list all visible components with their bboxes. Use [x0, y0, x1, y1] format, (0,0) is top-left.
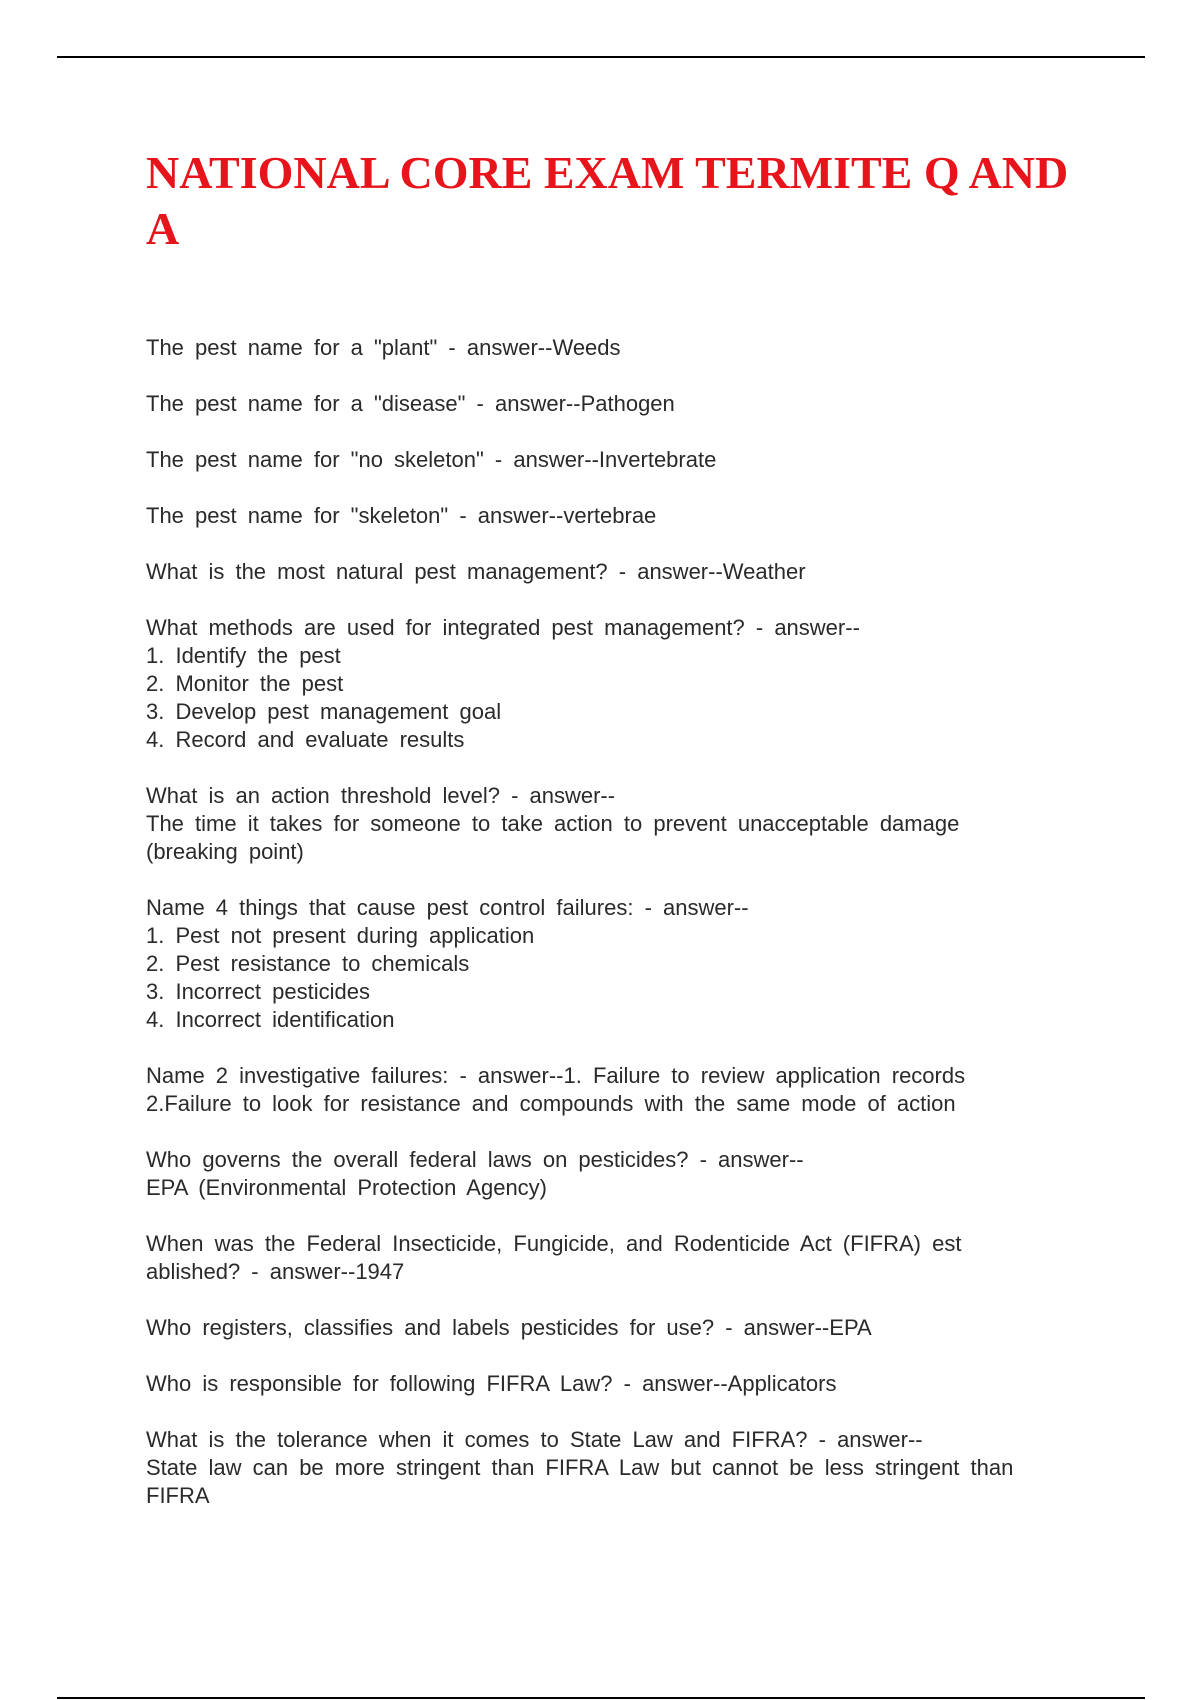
answer-text: Weeds: [552, 335, 621, 360]
answer-text: Weather: [722, 559, 806, 584]
top-divider: [57, 56, 1145, 58]
answer-text: The time it takes for someone to take action to prevent unacceptable damage (breaking point): [146, 811, 960, 864]
qa-item: [146, 446, 1051, 474]
qa-item: [146, 558, 1051, 586]
qa-item: [146, 1230, 1051, 1286]
question-text: Who is responsible for following FIFRA Law? - answer--: [146, 1371, 728, 1396]
qa-list: [146, 334, 1051, 1538]
question-text: The pest name for "skeleton" - answer--: [146, 503, 564, 528]
qa-item: [146, 390, 1051, 418]
question-text: When was the Federal Insecticide, Fungicide, and Rodenticide Act (FIFRA) est ablished? - answer--: [146, 1231, 962, 1284]
question-text: What methods are used for integrated pest management? - answer--: [146, 615, 860, 640]
question-text: Who registers, classifies and labels pesticides for use? - answer--: [146, 1315, 830, 1340]
qa-item: [146, 502, 1051, 530]
question-text: The pest name for "no skeleton" - answer--: [146, 447, 599, 472]
qa-item: [146, 1426, 1051, 1510]
question-text: Name 4 things that cause pest control failures: - answer--: [146, 895, 749, 920]
answer-text: 1. Pest not present during application 2. Pest resistance to chemicals 3. Incorrect pesticides 4. Incorrect identification: [146, 923, 535, 1032]
question-text: Name 2 investigative failures: - answer--: [146, 1063, 564, 1088]
question-text: What is the most natural pest management? - answer--: [146, 559, 723, 584]
document-title: NATIONAL CORE EXAM TERMITE Q AND A: [146, 147, 1069, 254]
answer-text: Applicators: [727, 1371, 837, 1396]
qa-item: [146, 1146, 1051, 1202]
answer-text: Invertebrate: [598, 447, 717, 472]
qa-item: [146, 1314, 1051, 1342]
question-text: Who governs the overall federal laws on pesticides? - answer--: [146, 1147, 804, 1172]
answer-text: Pathogen: [580, 391, 675, 416]
qa-item: [146, 1062, 1051, 1118]
answer-text: State law can be more stringent than FIFRA Law but cannot be less stringent than FIFRA: [146, 1455, 1014, 1508]
answer-text: EPA: [829, 1315, 872, 1340]
qa-item: [146, 894, 1051, 1034]
answer-text: 1. Identify the pest 2. Monitor the pest 3. Develop pest management goal 4. Record and evaluate results: [146, 643, 502, 752]
question-text: What is the tolerance when it comes to State Law and FIFRA? - answer--: [146, 1427, 923, 1452]
question-text: What is an action threshold level? - answer--: [146, 783, 616, 808]
answer-text: 1947: [355, 1259, 405, 1284]
qa-item: [146, 334, 1051, 362]
question-text: The pest name for a "plant" - answer--: [146, 335, 553, 360]
answer-text: vertebrae: [563, 503, 657, 528]
answer-text: EPA (Environmental Protection Agency): [146, 1175, 548, 1200]
bottom-divider: [57, 1697, 1145, 1699]
question-text: The pest name for a "disease" - answer--: [146, 391, 581, 416]
qa-item: [146, 1370, 1051, 1398]
answer-text: 1. Failure to review application records 2.Failure to look for resistance and compounds with the same mode of action: [146, 1063, 966, 1116]
qa-item: [146, 782, 1051, 866]
qa-item: [146, 614, 1051, 754]
